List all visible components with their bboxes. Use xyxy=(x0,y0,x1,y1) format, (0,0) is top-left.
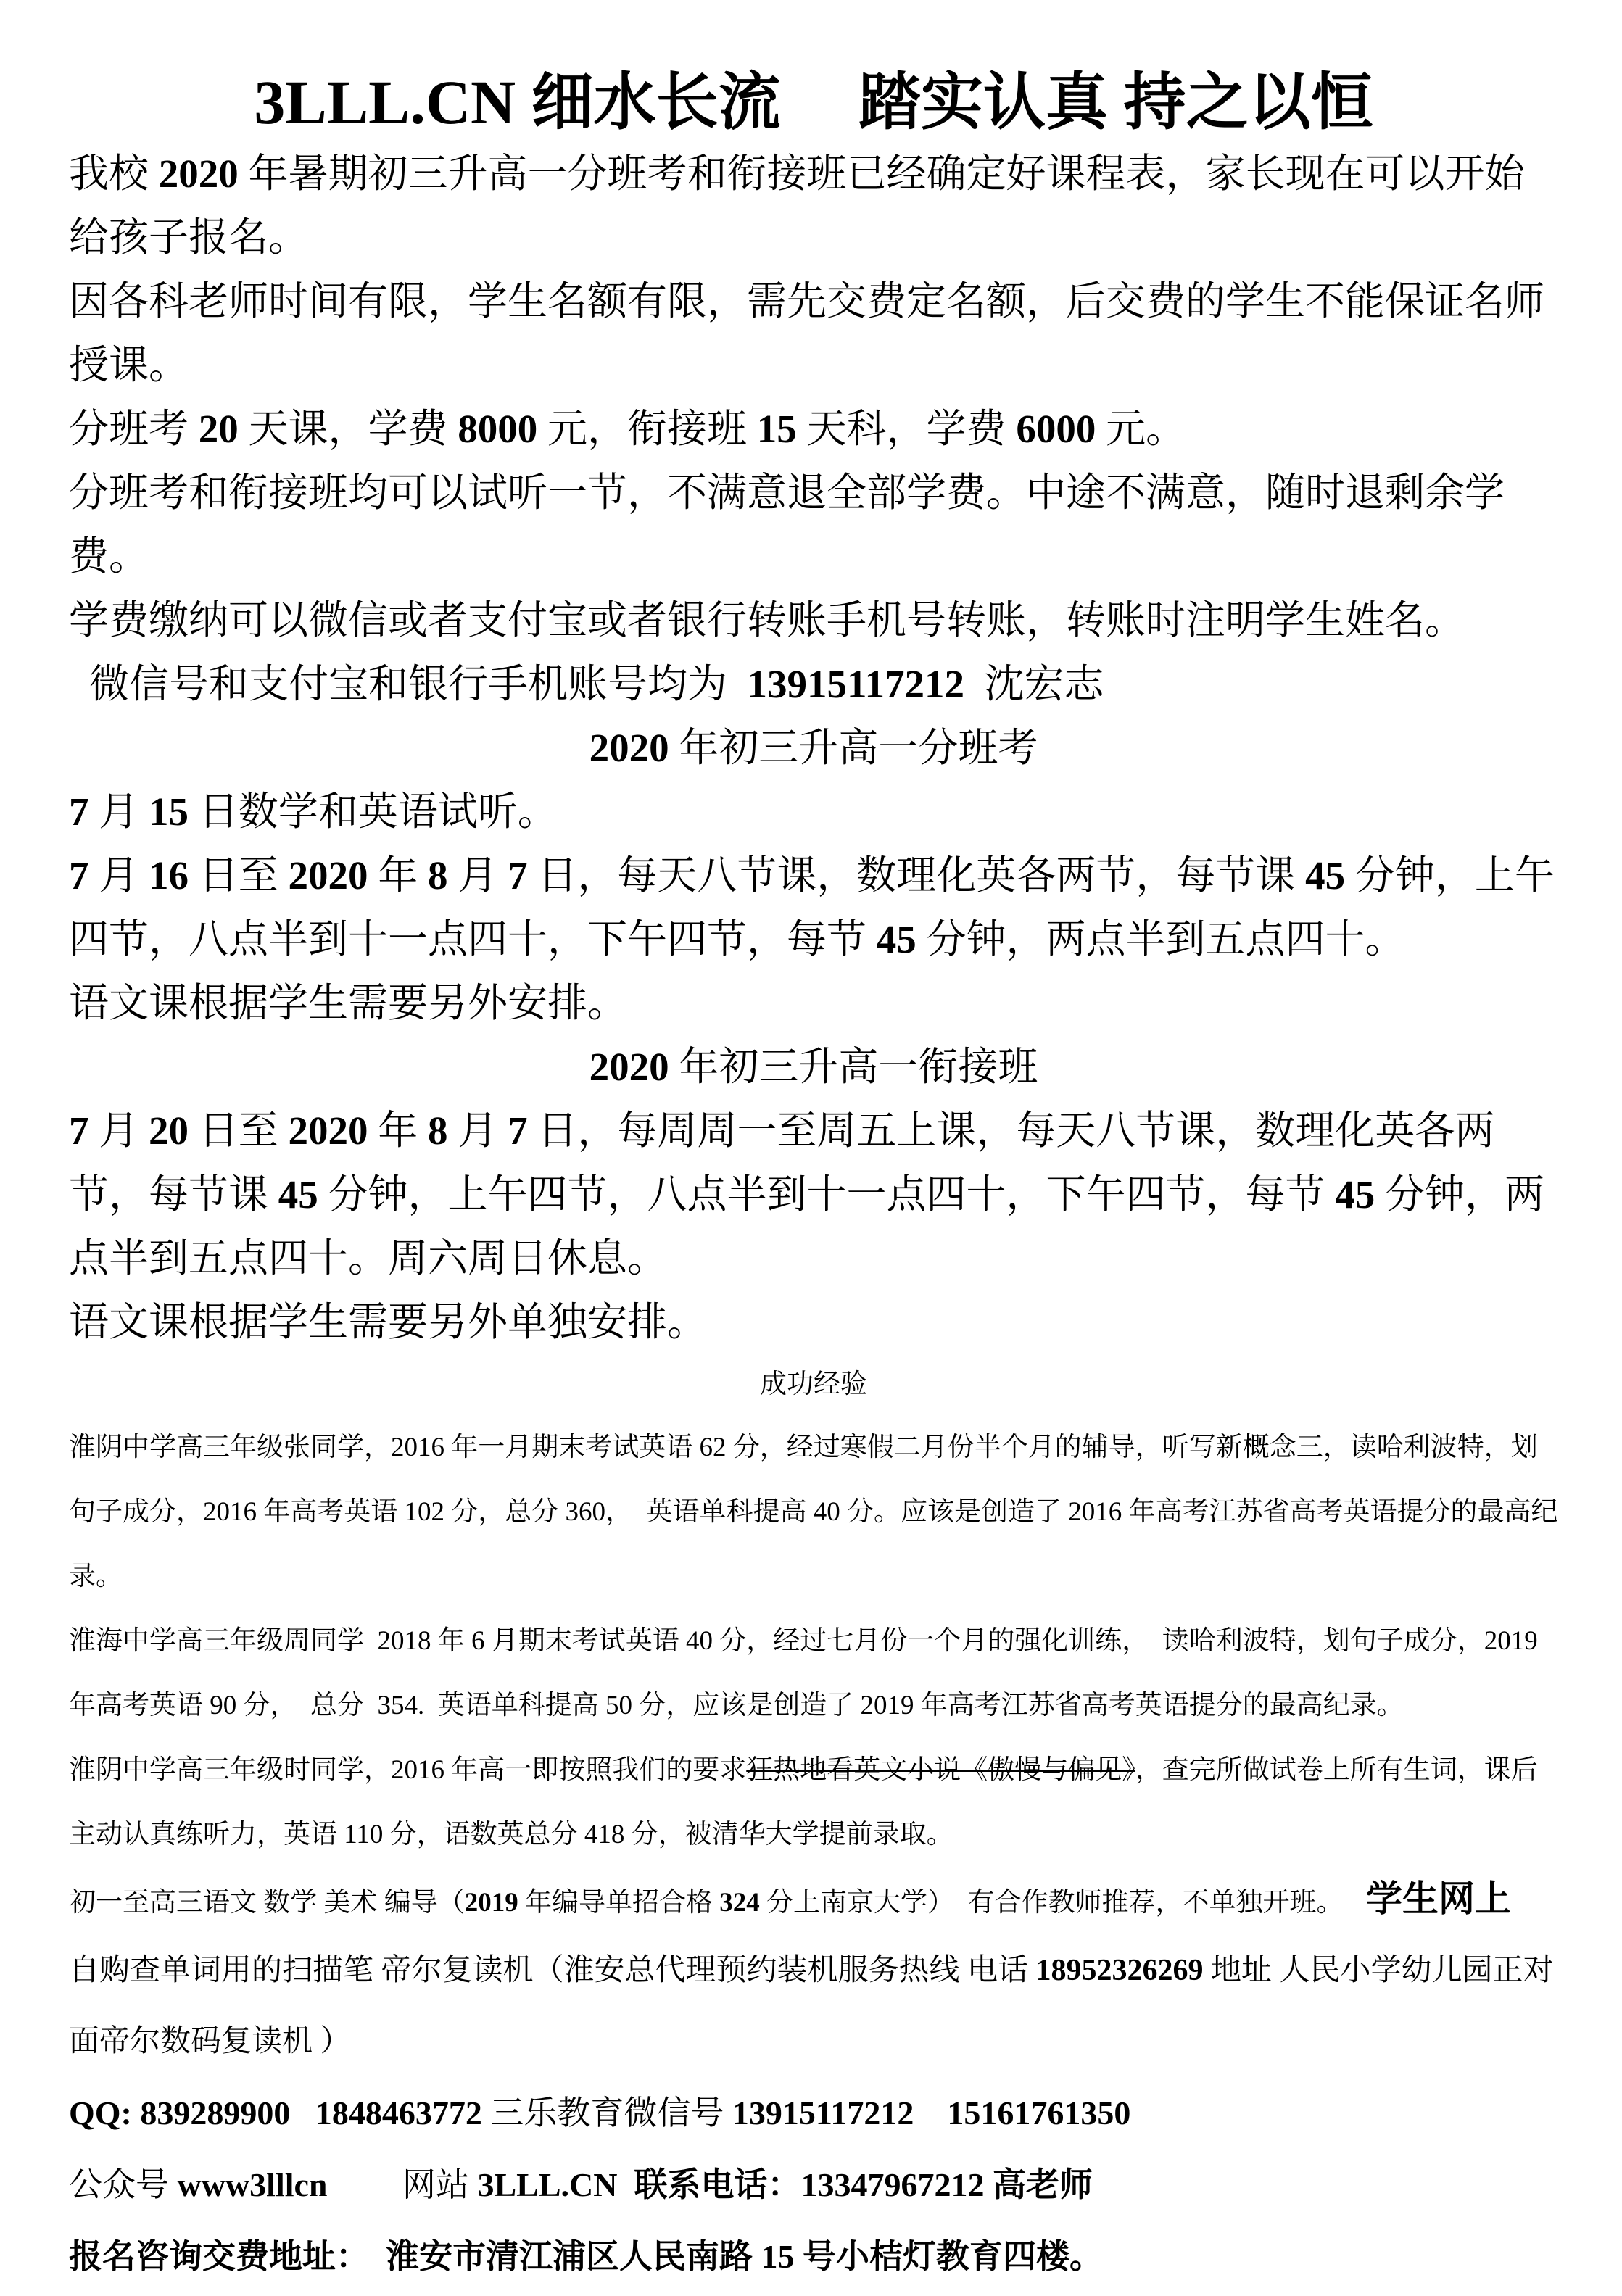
placement-exam-paragraph-3: 语文课根据学生需要另外安排。 xyxy=(69,980,628,1025)
success-story-3-strikethrough-text: 狂热地看英文小说《傲慢与偏见》 xyxy=(746,1754,1135,1785)
intro-paragraph-5: 学费缴纳可以微信或者支付宝或者银行转账手机号转账，转账时注明学生姓名。 xyxy=(69,597,1465,642)
bridge-class-heading: 2020 年初三升高一衔接班 xyxy=(589,1044,1038,1089)
courses-line xyxy=(69,1867,1558,1935)
success-story-3-text-after: ，查完所做试卷上所有生词，课后主动认真练听力，英语 110 分，语数英总分 418 分，被清华大学提前录取。 xyxy=(69,1754,1538,1849)
bridge-class-paragraph-2: 语文课根据学生需要另外单独安排。 xyxy=(69,1299,708,1344)
intro-paragraph-2: 因各科老师时间有限，学生名额有限，需先交费定名额，后交费的学生不能保证名师授课。 xyxy=(69,278,1545,387)
intro-paragraph-3: 分班考 20 天课，学费 8000 元，衔接班 15 天科，学费 6000 元。 xyxy=(69,406,1186,451)
bridge-class-paragraph-1: 7 月 20 日至 2020 年 8 月 7 日，每周周一至周五上课，每天八节课，数理化英各两节，每节课 45 分钟，上午四节，八点半到十一点四十，下午四节，每节 45 分钟，两点半到五点四十。周六周日休息。 xyxy=(69,1108,1545,1280)
placement-exam-heading: 2020 年初三升高一分班考 xyxy=(589,725,1038,770)
address-value: 淮安市清江浦区人民南路 15 号小桔灯教育四楼。 xyxy=(386,2237,1103,2275)
phone-contact: 联系电话：13347967212 高老师 xyxy=(634,2166,1093,2203)
success-story-1: 淮阴中学高三年级张同学，2016 年一月期末考试英语 62 分，经过寒假二月份半个月的辅导，听写新概念三，读哈利波特，划句子成分，2016 年高考英语 102 分，总分 360， 英语单科提高 40 分。应该是创造了 2016 年高考江苏省高考英语提分的最高纪录。 xyxy=(69,1432,1558,1591)
success-story-3 xyxy=(69,1738,1558,1867)
intro-paragraph-payment-account: 微信号和支付宝和银行手机账号均为 13915117212 沈宏志 xyxy=(89,661,1104,706)
courses-line-highlight: 学生网上 xyxy=(1330,1878,1511,1919)
accounts-contact-line xyxy=(69,2149,1558,2221)
intro-paragraph-1: 我校 2020 年暑期初三升高一分班考和衔接班已经确定好课程表，家长现在可以开始给孩子报名。 xyxy=(69,151,1525,260)
public-account-and-site: 公众号 www3lllcn 网站 3LLL.CN xyxy=(69,2166,618,2203)
address-label: 报名咨询交费地址： xyxy=(69,2237,386,2275)
scanner-line: 自购查单词用的扫描笔 帝尔复读机（淮安总代理预约装机服务热线 电话 18952326269 地址 人民小学幼儿园正对面帝尔数码复读机 ） xyxy=(69,1953,1554,2058)
placement-exam-paragraph-2: 7 月 16 日至 2020 年 8 月 7 日，每天八节课，数理化英各两节，每节课 45 分钟，上午四节，八点半到十一点四十，下午四节，每节 45 分钟，两点半到五点四十。 xyxy=(69,853,1555,961)
qq-contact-line: QQ: 839289900 1848463772 三乐教育微信号 13915117212 15161761350 xyxy=(69,2094,1131,2131)
address-line xyxy=(69,2221,1558,2292)
page-title: 3LLL.CN 细水长流 踏实认真 持之以恒 xyxy=(254,67,1373,137)
placement-exam-paragraph-1: 7 月 15 日数学和英语试听。 xyxy=(69,789,558,834)
success-stories-heading: 成功经验 xyxy=(760,1369,867,1399)
success-story-2: 淮海中学高三年级周同学 2018 年 6 月期末考试英语 40 分，经过七月份一个月的强化训练， 读哈利波特，划句子成分，2019 年高考英语 90 分， 总分 354. 英语单科提高 50 分，应该是创造了 2019 年高考江苏省高考英语提分的最高纪录。 xyxy=(69,1625,1544,1720)
courses-line-text: 初一至高三语文 数学 美术 编导（2019 年编导单招合格 324 分上南京大学） 有合作教师推荐，不单独开班。 xyxy=(69,1887,1330,1918)
success-story-3-text: 淮阴中学高三年级时同学，2016 年高一即按照我们的要求 xyxy=(69,1754,747,1785)
intro-paragraph-4: 分班考和衔接班均可以试听一节，不满意退全部学费。中途不满意，随时退剩余学费。 xyxy=(69,470,1505,579)
